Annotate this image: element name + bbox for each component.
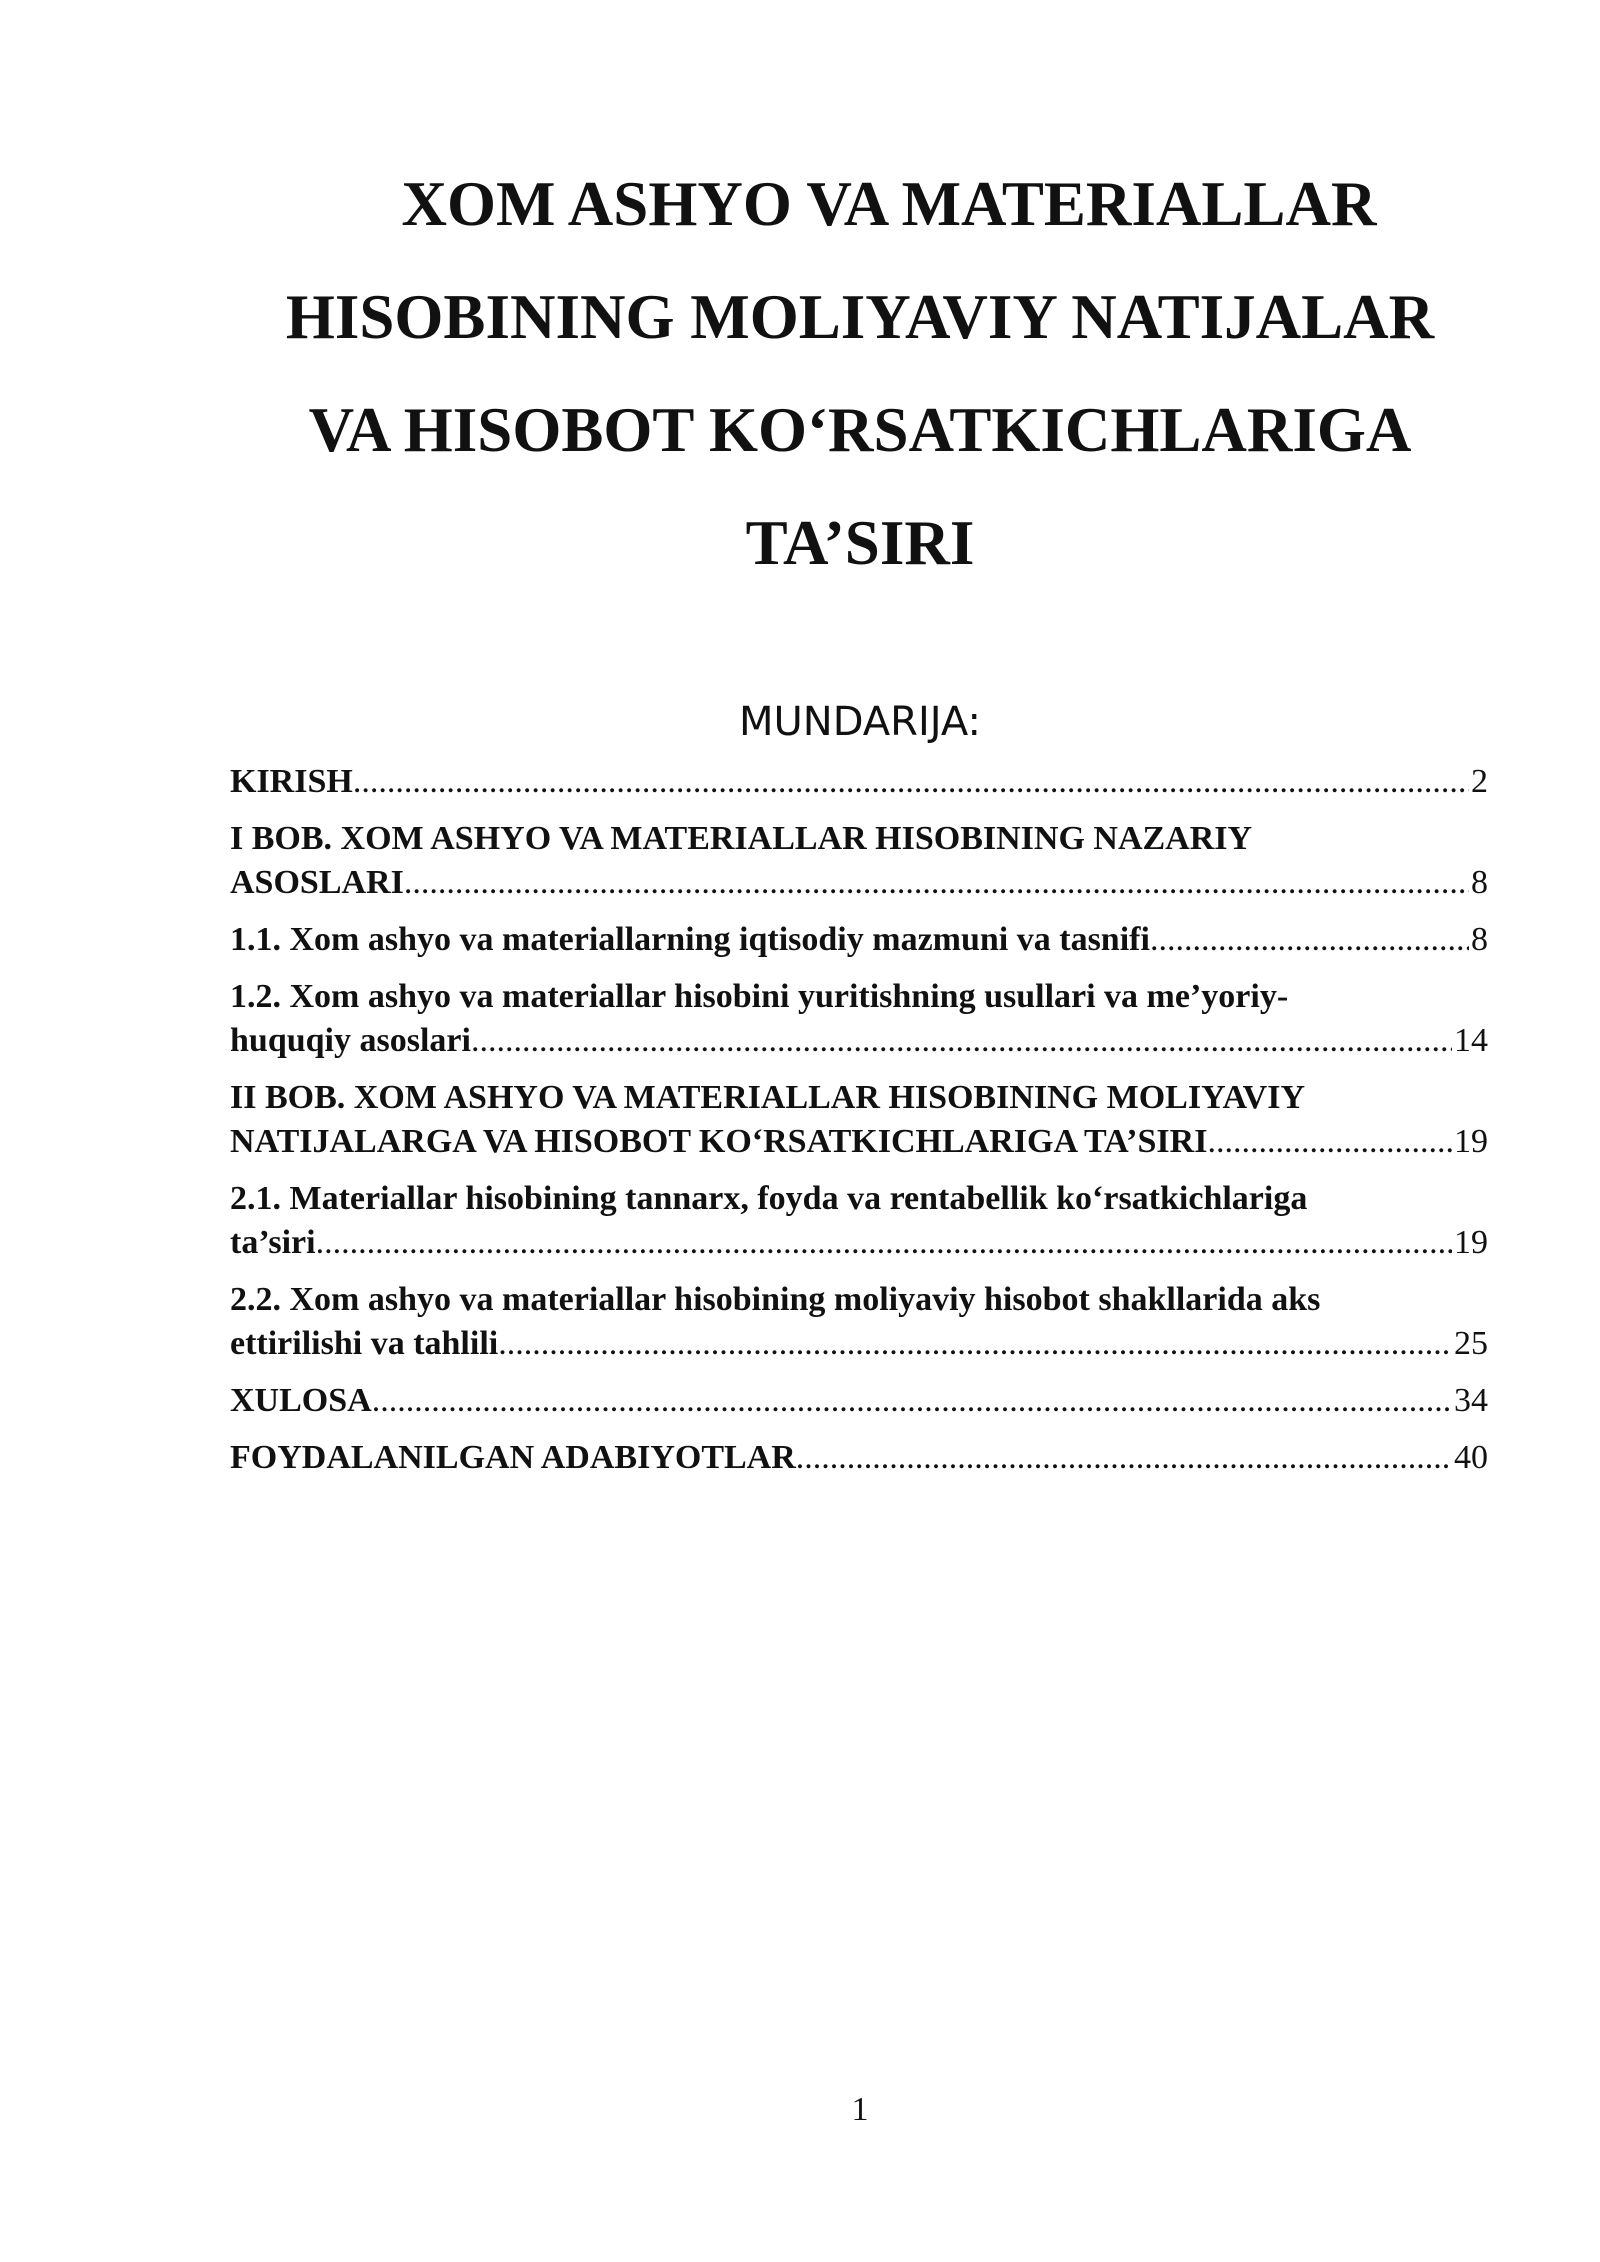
toc-entry-line (230, 918, 1488, 962)
toc-dot-leader (316, 1221, 1452, 1265)
title-line: XOM ASHYO VA MATERIALLAR (401, 169, 1377, 239)
toc-entry-title: 1.1. Xom ashyo va materiallarning iqtisodiy mazmuni va tasnifi (230, 921, 1150, 958)
toc-entry-section-1-2[interactable] (230, 975, 1488, 1063)
toc-page-number: 14 (1454, 1022, 1488, 1059)
toc-entry-bibliography[interactable] (230, 1436, 1488, 1480)
toc-entry-line (230, 1322, 1488, 1366)
toc-entry-line (230, 1019, 1488, 1063)
toc-page-number: 2 (1471, 763, 1488, 800)
title-line: VA HISOBOT KO‘RSATKICHLARIGA (308, 395, 1412, 465)
toc-dot-leader (796, 1436, 1452, 1480)
toc-entry-chapter-2[interactable] (230, 1076, 1488, 1164)
toc-entry-kirish[interactable] (230, 760, 1488, 804)
toc-entry-xulosa[interactable] (230, 1379, 1488, 1423)
toc-entry-section-1-1[interactable] (230, 918, 1488, 962)
toc-entry-section-2-1[interactable] (230, 1177, 1488, 1265)
document-title (240, 148, 1480, 600)
toc-entry-title: XULOSA (230, 1382, 372, 1419)
toc-entry-chapter-1[interactable] (230, 817, 1488, 905)
toc-page-number: 25 (1454, 1325, 1488, 1362)
toc-entry-line (230, 861, 1488, 905)
title-line: TA’SIRI (745, 508, 975, 578)
toc-entry-title-line: II BOB. XOM ASHYO VA MATERIALLAR HISOBINING MOLIYAVIY (230, 1079, 1306, 1116)
toc-dot-leader (372, 1379, 1452, 1423)
toc-page-number: 34 (1454, 1382, 1488, 1419)
toc-dot-leader (353, 760, 1469, 804)
toc-dot-leader (404, 861, 1469, 905)
title-line: HISOBINING MOLIYAVIY NATIJALAR (285, 282, 1435, 352)
toc-page-number: 8 (1471, 921, 1488, 958)
toc-page-number: 19 (1454, 1123, 1488, 1160)
toc-entry-line (230, 1221, 1488, 1265)
toc-dot-leader (1207, 1120, 1452, 1164)
toc-entry-title: huquqiy asoslari (230, 1022, 471, 1059)
toc-entry-title: ta’siri (230, 1224, 316, 1261)
toc-dot-leader (498, 1322, 1452, 1366)
page-number: 1 (851, 2091, 869, 2128)
toc-dot-leader (471, 1019, 1452, 1063)
table-of-contents (230, 760, 1488, 1493)
toc-entry-title: KIRISH (230, 763, 353, 800)
toc-entry-title: ettirilishi va tahlili (230, 1325, 499, 1362)
toc-entry-title: NATIJALARGA VA HISOBOT KO‘RSATKICHLARIGA TA’SIRI (230, 1123, 1208, 1160)
toc-entry-title-line: 2.1. Materiallar hisobining tannarx, foyda va rentabellik ko‘rsatkichlariga (230, 1180, 1308, 1217)
toc-entry-title-line: 1.2. Xom ashyo va materiallar hisobini yuritishning usullari va me’yoriy- (230, 978, 1289, 1015)
toc-entry-title-line: I BOB. XOM ASHYO VA MATERIALLAR HISOBINING NAZARIY (230, 820, 1253, 857)
toc-page-number: 8 (1471, 864, 1488, 901)
toc-heading: MUNDARIJA: (739, 699, 981, 745)
toc-page-number: 19 (1454, 1224, 1488, 1261)
toc-entry-title-line: 2.2. Xom ashyo va materiallar hisobining moliyaviy hisobot shakllarida aks (230, 1281, 1321, 1318)
toc-entry-line (230, 1120, 1488, 1164)
toc-entry-title: ASOSLARI (230, 864, 404, 901)
toc-entry-line (230, 760, 1488, 804)
toc-entry-section-2-2[interactable] (230, 1278, 1488, 1366)
toc-dot-leader (1150, 918, 1469, 962)
toc-page-number: 40 (1454, 1439, 1488, 1476)
toc-entry-line (230, 1436, 1488, 1480)
toc-entry-title: FOYDALANILGAN ADABIYOTLAR (230, 1439, 796, 1476)
toc-entry-line (230, 1379, 1488, 1423)
